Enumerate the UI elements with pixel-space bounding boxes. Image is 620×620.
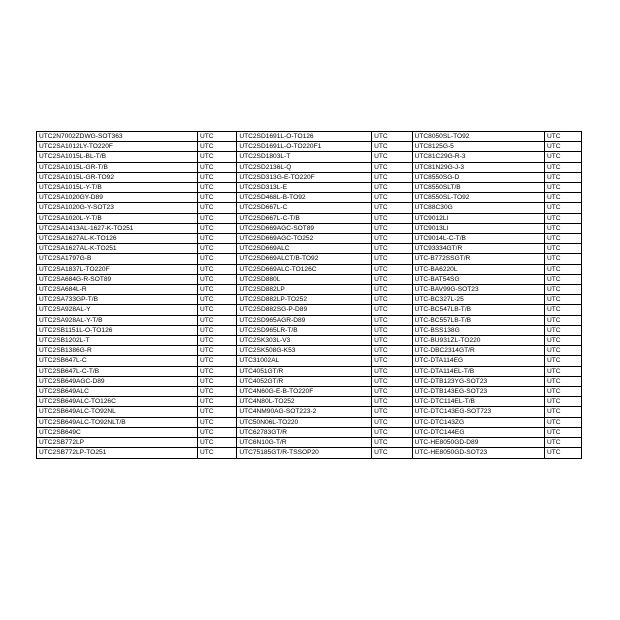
manufacturer-cell: UTC [372,346,413,356]
table-row [37,264,582,274]
part-number-cell: UTC2SA684G-R-SOT89 [37,274,198,284]
part-number-cell: UTC2SD882LP-TO252 [237,295,372,305]
part-number-cell: UTC-DBC2314GT/R [412,346,544,356]
part-number-cell: UTC9013LI [412,223,544,233]
table-row [37,438,582,448]
part-number-cell: UTC8550SG-D [412,172,544,182]
part-number-cell: UTC-DTA114EL-T/B [412,366,544,376]
manufacturer-cell: UTC [544,325,581,335]
manufacturer-cell: UTC [372,295,413,305]
manufacturer-cell: UTC [372,417,413,427]
manufacturer-cell: UTC [544,152,581,162]
manufacturer-cell: UTC [197,254,236,264]
manufacturer-cell: UTC [372,274,413,284]
part-number-cell: UTC2SB649ALC-TO92NLT/B [37,417,198,427]
manufacturer-cell: UTC [544,223,581,233]
part-number-cell: UTC2N7002ZDWG-SOT363 [37,132,198,142]
part-number-cell: UTC81N29G-J-3 [412,162,544,172]
part-number-cell: UTC-DTB123YG-SOT23 [412,376,544,386]
part-number-cell: UTC2SK303L-V3 [237,336,372,346]
part-number-cell: UTC2SD669ALC [237,244,372,254]
table-row [37,234,582,244]
parts-table-body [37,132,582,459]
manufacturer-cell: UTC [197,223,236,233]
manufacturer-cell: UTC [372,142,413,152]
manufacturer-cell: UTC [372,132,413,142]
manufacturer-cell: UTC [197,264,236,274]
manufacturer-cell: UTC [372,152,413,162]
manufacturer-cell: UTC [544,407,581,417]
part-number-cell: UTC2SA1020GY-D89 [37,193,198,203]
part-number-cell: UTC2SA1015L-BL-T/B [37,152,198,162]
table-row [37,203,582,213]
table-row [37,213,582,223]
table-row [37,346,582,356]
manufacturer-cell: UTC [197,315,236,325]
part-number-cell: UTC2SD882SG-P-D89 [237,305,372,315]
part-number-cell: UTC-BU931ZL-TO220 [412,336,544,346]
table-row [37,244,582,254]
part-number-cell: UTC62783GT/R [237,427,372,437]
part-number-cell: UTC81C29G-R-3 [412,152,544,162]
manufacturer-cell: UTC [372,172,413,182]
manufacturer-cell: UTC [197,274,236,284]
part-number-cell: UTC-BSS138G [412,325,544,335]
manufacturer-cell: UTC [197,417,236,427]
manufacturer-cell: UTC [544,387,581,397]
part-number-cell: UTC-BAV99G-SOT23 [412,285,544,295]
part-number-cell: UTC2SB649ALC [37,387,198,397]
part-number-cell: UTC4N60G-E-B-TO220F [237,387,372,397]
part-number-cell: UTC2SA928AL-Y-T/B [37,315,198,325]
part-number-cell: UTC2SD669AGC-SOT89 [237,223,372,233]
part-number-cell: UTC2SA1627AL-K-TO251 [37,244,198,254]
part-number-cell: UTC-BC557LB-T/B [412,315,544,325]
part-number-cell: UTC-BC327L-25 [412,295,544,305]
manufacturer-cell: UTC [372,387,413,397]
part-number-cell: UTC8125G-5 [412,142,544,152]
manufacturer-cell: UTC [372,397,413,407]
manufacturer-cell: UTC [197,325,236,335]
part-number-cell: UTC-DTC143EG-SOT723 [412,407,544,417]
part-number-cell: UTC2SD313L-E [237,183,372,193]
manufacturer-cell: UTC [372,438,413,448]
manufacturer-cell: UTC [197,162,236,172]
manufacturer-cell: UTC [197,213,236,223]
part-number-cell: UTC4N80L-TO252 [237,397,372,407]
manufacturer-cell: UTC [197,407,236,417]
part-number-cell: UTC2SD669ALCT/B-TO92 [237,254,372,264]
part-number-cell: UTC2SD965AGR-D89 [237,315,372,325]
manufacturer-cell: UTC [372,264,413,274]
manufacturer-cell: UTC [544,356,581,366]
manufacturer-cell: UTC [372,376,413,386]
manufacturer-cell: UTC [372,223,413,233]
manufacturer-cell: UTC [372,234,413,244]
manufacturer-cell: UTC [544,346,581,356]
part-number-cell: UTC-BAT54SG [412,274,544,284]
manufacturer-cell: UTC [544,285,581,295]
manufacturer-cell: UTC [372,213,413,223]
manufacturer-cell: UTC [197,448,236,458]
manufacturer-cell: UTC [372,254,413,264]
part-number-cell: UTC4052GT/R [237,376,372,386]
manufacturer-cell: UTC [544,244,581,254]
manufacturer-cell: UTC [372,305,413,315]
manufacturer-cell: UTC [197,438,236,448]
part-number-cell: UTC2SA1020L-Y-T/B [37,213,198,223]
table-row [37,448,582,458]
manufacturer-cell: UTC [544,438,581,448]
table-row [37,142,582,152]
part-number-cell: UTC2SB647L-C [37,356,198,366]
part-number-cell: UTC2SD468L-B-TO92 [237,193,372,203]
part-number-cell: UTC2SA1837L-TO220F [37,264,198,274]
manufacturer-cell: UTC [372,315,413,325]
manufacturer-cell: UTC [372,366,413,376]
part-number-cell: UTC2SK508G-K53 [237,346,372,356]
manufacturer-cell: UTC [544,132,581,142]
part-number-cell: UTC4NM90AG-SOT223-2 [237,407,372,417]
manufacturer-cell: UTC [197,376,236,386]
manufacturer-cell: UTC [372,183,413,193]
manufacturer-cell: UTC [544,366,581,376]
manufacturer-cell: UTC [544,336,581,346]
part-number-cell: UTC50N06L-TO220 [237,417,372,427]
part-number-cell: UTC-B772SSGT/R [412,254,544,264]
table-row [37,152,582,162]
table-row [37,183,582,193]
table-row [37,336,582,346]
manufacturer-cell: UTC [197,336,236,346]
manufacturer-cell: UTC [372,325,413,335]
manufacturer-cell: UTC [197,366,236,376]
part-number-cell: UTC2SA1015L-GR-T/B [37,162,198,172]
part-number-cell: UTC2SB647L-C-T/B [37,366,198,376]
manufacturer-cell: UTC [197,356,236,366]
table-row [37,285,582,295]
manufacturer-cell: UTC [197,387,236,397]
part-number-cell: UTC-DTC144EG [412,427,544,437]
part-number-cell: UTC2SD1803L-T [237,152,372,162]
manufacturer-cell: UTC [197,397,236,407]
table-row [37,223,582,233]
part-number-cell: UTC93334GT/R [412,244,544,254]
part-number-cell: UTC2SA684L-R [37,285,198,295]
table-row [37,305,582,315]
manufacturer-cell: UTC [197,295,236,305]
manufacturer-cell: UTC [372,407,413,417]
table-row [37,162,582,172]
part-number-cell: UTC2SD965LR-T/B [237,325,372,335]
table-row [37,274,582,284]
part-number-cell: UTC8050SL-TO92 [412,132,544,142]
table-row [37,427,582,437]
manufacturer-cell: UTC [544,448,581,458]
part-number-cell: UTC2SD667L-C-T/B [237,213,372,223]
part-number-cell: UTC31002AL [237,356,372,366]
part-number-cell: UTC2SB1386G-R [37,346,198,356]
part-number-cell: UTC2SB772LP [37,438,198,448]
part-number-cell: UTC2SB772LP-TO251 [37,448,198,458]
table-row [37,387,582,397]
manufacturer-cell: UTC [544,427,581,437]
manufacturer-cell: UTC [372,356,413,366]
manufacturer-cell: UTC [544,203,581,213]
part-number-cell: UTC-DTB143EG-SOT23 [412,387,544,397]
part-number-cell: UTC-DTC143ZG [412,417,544,427]
manufacturer-cell: UTC [544,162,581,172]
manufacturer-cell: UTC [197,203,236,213]
part-number-cell: UTC4051GT/R [237,366,372,376]
table-row [37,193,582,203]
part-number-cell: UTC-HE8050GD-D89 [412,438,544,448]
manufacturer-cell: UTC [544,142,581,152]
part-number-cell: UTC6N10G-T/R [237,438,372,448]
manufacturer-cell: UTC [372,244,413,254]
manufacturer-cell: UTC [544,234,581,244]
manufacturer-cell: UTC [372,448,413,458]
part-number-cell: UTC-BC547LB-T/B [412,305,544,315]
part-number-cell: UTC-DTC114EL-T/B [412,397,544,407]
part-number-cell: UTC2SB1202L-T [37,336,198,346]
part-number-cell: UTC2SD1691L-O-TO126 [237,132,372,142]
part-number-cell: UTC2SD1691L-O-TO220F1 [237,142,372,152]
part-number-cell: UTC2SB649ALC-TO92NL [37,407,198,417]
part-number-cell: UTC2SD667L-C [237,203,372,213]
manufacturer-cell: UTC [544,193,581,203]
part-number-cell: UTC2SA928AL-Y [37,305,198,315]
table-row [37,325,582,335]
manufacturer-cell: UTC [197,305,236,315]
part-number-cell: UTC-DTA114EG [412,356,544,366]
part-number-cell: UTC2SB649AGC-D89 [37,376,198,386]
part-number-cell: UTC2SB649C [37,427,198,437]
table-row [37,132,582,142]
table-row [37,366,582,376]
table-row [37,295,582,305]
manufacturer-cell: UTC [372,193,413,203]
part-number-cell: UTC2SA1012LY-TO220F [37,142,198,152]
part-number-cell: UTC2SD669AGC-TO252 [237,234,372,244]
manufacturer-cell: UTC [197,193,236,203]
manufacturer-cell: UTC [372,427,413,437]
part-number-cell: UTC2SB1151L-O-TO126 [37,325,198,335]
part-number-cell: UTC2SA733GP-T/B [37,295,198,305]
part-number-cell: UTC8550SLT/B [412,183,544,193]
manufacturer-cell: UTC [197,234,236,244]
part-number-cell: UTC2SB649ALC-TO126C [37,397,198,407]
part-number-cell: UTC2SA1015L-GR-TO92 [37,172,198,182]
manufacturer-cell: UTC [197,152,236,162]
manufacturer-cell: UTC [544,254,581,264]
manufacturer-cell: UTC [197,285,236,295]
part-number-cell: UTC2SA1627AL-K-TO126 [37,234,198,244]
manufacturer-cell: UTC [544,213,581,223]
manufacturer-cell: UTC [544,315,581,325]
part-number-cell: UTC75185GT/R-TSSOP20 [237,448,372,458]
manufacturer-cell: UTC [197,183,236,193]
manufacturer-cell: UTC [544,295,581,305]
manufacturer-cell: UTC [372,203,413,213]
manufacturer-cell: UTC [197,346,236,356]
part-number-cell: UTC2SD669ALC-TO126C [237,264,372,274]
table-row [37,172,582,182]
table-row [37,356,582,366]
manufacturer-cell: UTC [544,274,581,284]
part-number-cell: UTC8550SL-TO92 [412,193,544,203]
table-row [37,315,582,325]
part-number-cell: UTC2SD880L [237,274,372,284]
part-number-cell: UTC9014L-C-T/B [412,234,544,244]
table-row [37,376,582,386]
part-number-cell: UTC2SD313G-E-TO220F [237,172,372,182]
part-number-cell: UTC2SA1020G-Y-SOT23 [37,203,198,213]
part-number-cell: UTC-HE8050GD-SOT23 [412,448,544,458]
manufacturer-cell: UTC [544,417,581,427]
manufacturer-cell: UTC [197,244,236,254]
parts-table [36,131,582,459]
manufacturer-cell: UTC [372,336,413,346]
part-number-cell: UTC9012LI [412,213,544,223]
manufacturer-cell: UTC [544,376,581,386]
table-row [37,407,582,417]
part-number-cell: UTC2SA1797G-B [37,254,198,264]
part-number-cell: UTC88C30G [412,203,544,213]
part-number-cell: UTC2SA1413AL-1627-K-TO251 [37,223,198,233]
part-number-cell: UTC2SA1015L-Y-T/B [37,183,198,193]
manufacturer-cell: UTC [544,183,581,193]
part-number-cell: UTC2SD882LP [237,285,372,295]
manufacturer-cell: UTC [197,427,236,437]
manufacturer-cell: UTC [197,142,236,152]
manufacturer-cell: UTC [197,132,236,142]
part-number-cell: UTC-BA6220L [412,264,544,274]
manufacturer-cell: UTC [372,162,413,172]
manufacturer-cell: UTC [544,172,581,182]
table-row [37,397,582,407]
manufacturer-cell: UTC [544,264,581,274]
part-number-cell: UTC2SD2136L-Q [237,162,372,172]
table-row [37,417,582,427]
manufacturer-cell: UTC [544,397,581,407]
table-row [37,254,582,264]
manufacturer-cell: UTC [372,285,413,295]
manufacturer-cell: UTC [197,172,236,182]
manufacturer-cell: UTC [544,305,581,315]
